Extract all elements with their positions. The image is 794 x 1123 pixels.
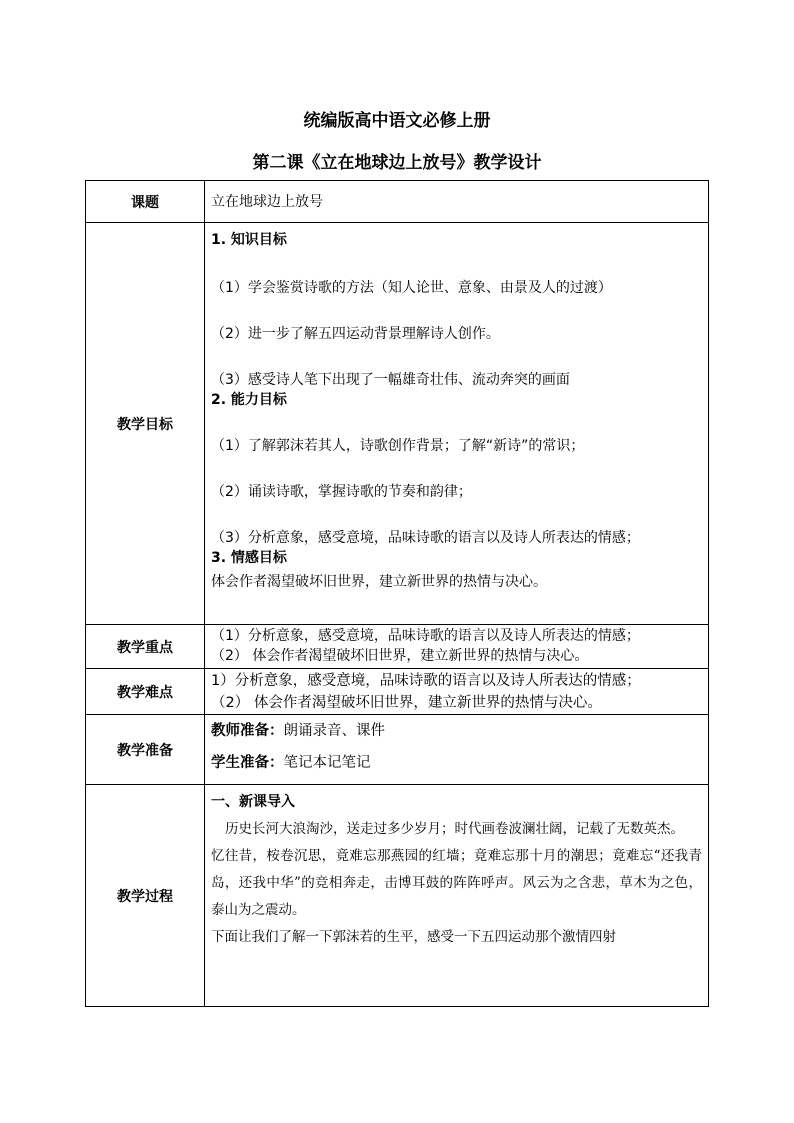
key-points-row — [86, 625, 709, 669]
process-content — [205, 785, 709, 1007]
difficulty-item: （2） 体会作者渴望破坏旧世界，建立新世界的热情与决心。 — [211, 695, 602, 711]
document-subtitle: 第二课《立在地球边上放号》教学设计 — [252, 153, 542, 173]
process-section-heading: 一、新课导入 — [211, 794, 295, 810]
difficulties-content — [205, 669, 709, 715]
preparation-row — [86, 715, 709, 785]
teacher-prep-label: 教师准备： — [211, 723, 284, 739]
process-label: 教学过程 — [86, 785, 205, 1007]
ability-item: （1）了解郭沫若其人，诗歌创作背景；了解“新诗”的常识； — [211, 438, 585, 454]
knowledge-heading: 1. 知识目标 — [211, 232, 287, 248]
ability-heading: 2. 能力目标 — [211, 392, 287, 408]
topic-label: 课题 — [86, 181, 205, 223]
process-paragraph: 下面让我们了解一下郭沫若的生平，感受一下五四运动那个激情四射 — [211, 929, 616, 945]
process-paragraph: 忆往昔，桉卷沉思，竟难忘那燕园的红墙；竟难忘那十月的潮思；竟难忘“还我青岛，还我中华”的竞相奔走，击博耳鼓的阵阵呼声。风云为之含悲，草木为之色，泰山为之震动。 — [211, 848, 702, 918]
document-title: 统编版高中语文必修上册 — [303, 111, 491, 131]
goals-row — [86, 223, 709, 625]
difficulty-item: 1）分析意象，感受意境，品味诗歌的语言以及诗人所表达的情感； — [211, 673, 641, 689]
key-points-content — [205, 625, 709, 669]
preparation-content — [205, 715, 709, 785]
key-point-item: （2） 体会作者渴望破坏旧世界，建立新世界的热情与决心。 — [211, 648, 589, 664]
topic-row — [86, 181, 709, 223]
key-point-item: （1）分析意象，感受意境，品味诗歌的语言以及诗人所表达的情感； — [211, 628, 640, 644]
process-paragraph: 历史长河大浪淘沙，送走过多少岁月；时代画卷波澜壮阔，记载了无数英杰。 — [225, 821, 684, 837]
knowledge-item: （1）学会鉴赏诗歌的方法（知人论世、意象、由景及人的过渡） — [211, 280, 612, 296]
student-preparation — [211, 753, 702, 773]
teacher-preparation — [211, 721, 702, 741]
student-prep-value: 笔记本记笔记 — [283, 755, 371, 771]
ability-item: （2）诵读诗歌，掌握诗歌的节奏和韵律； — [211, 484, 472, 500]
difficulties-row — [86, 669, 709, 715]
key-points-label: 教学重点 — [86, 625, 205, 669]
lesson-plan-table — [85, 180, 709, 1007]
difficulties-label: 教学难点 — [86, 669, 205, 715]
preparation-label: 教学准备 — [86, 715, 205, 785]
emotion-heading: 3. 情感目标 — [211, 550, 287, 566]
ability-item: （3）分析意象，感受意境，品味诗歌的语言以及诗人所表达的情感； — [211, 530, 640, 546]
goals-label: 教学目标 — [86, 223, 205, 625]
knowledge-item: （2）进一步了解五四运动背景理解诗人创作。 — [211, 326, 500, 342]
student-prep-label: 学生准备： — [211, 755, 284, 771]
process-row — [86, 785, 709, 1007]
topic-value: 立在地球边上放号 — [205, 181, 709, 223]
emotion-text: 体会作者渴望破坏旧世界，建立新世界的热情与决心。 — [211, 574, 547, 590]
teacher-prep-value: 朗诵录音、课件 — [283, 723, 385, 739]
goals-content — [205, 223, 709, 625]
knowledge-item: （3）感受诗人笔下出现了一幅雄奇壮伟、流动奔突的画面 — [211, 372, 570, 388]
